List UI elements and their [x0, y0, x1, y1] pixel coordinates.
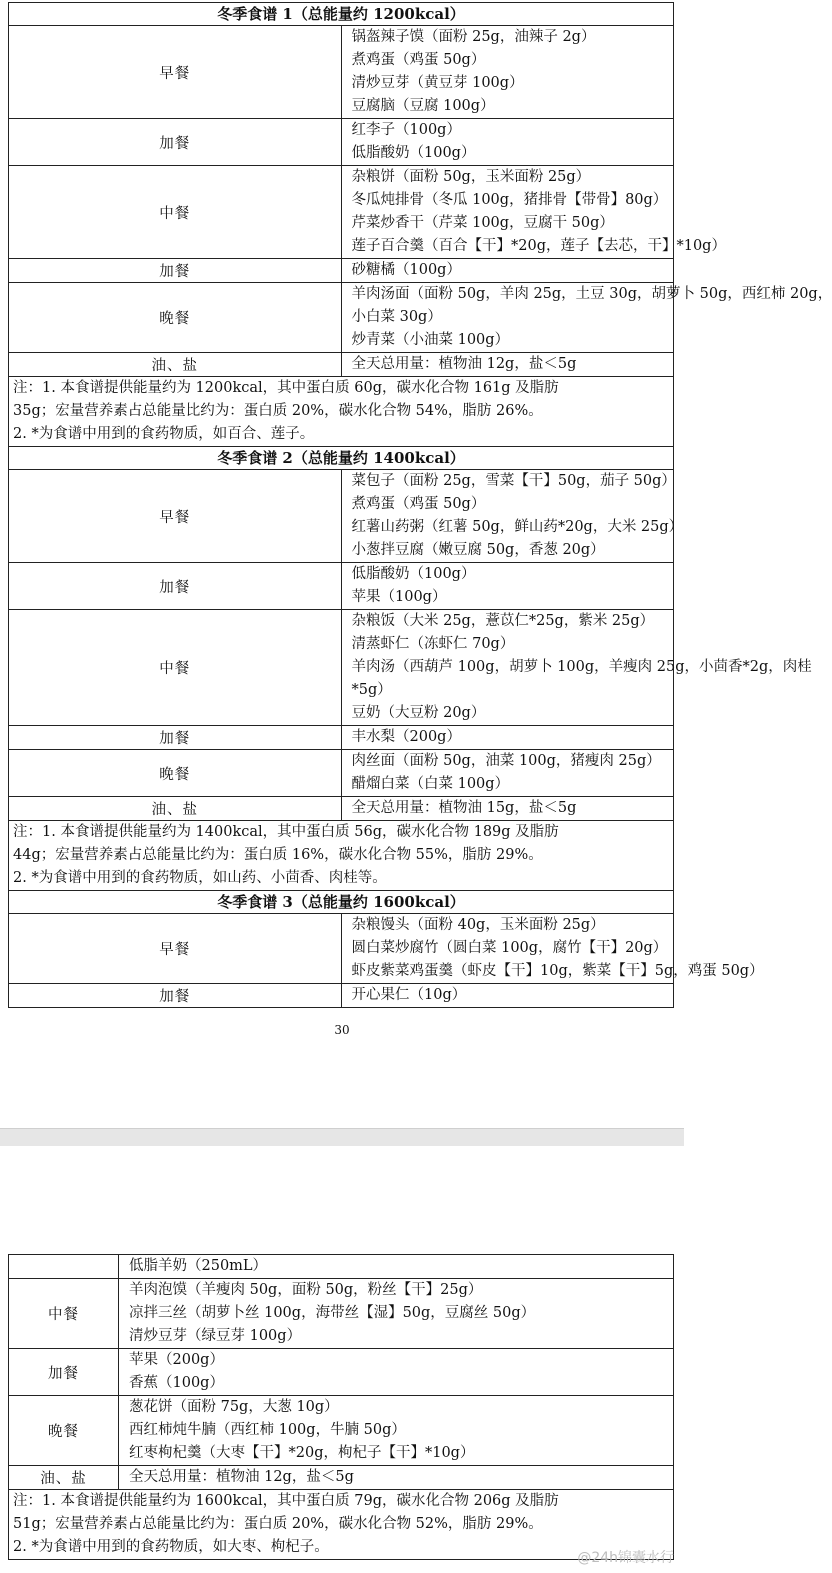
food-item: *5g） — [351, 682, 392, 698]
meal-items — [341, 610, 812, 726]
meal-label: 早餐 — [9, 470, 342, 563]
meal-row — [9, 1349, 674, 1396]
meal-items — [341, 119, 674, 166]
meal-label — [9, 1255, 119, 1279]
watermark: @24h锦囊水行 — [577, 1550, 674, 1566]
meal-items — [341, 470, 684, 563]
food-item: 莲子百合羹（百合【干】*20g，莲子【去芯，干】*10g） — [351, 238, 726, 254]
meal-items — [341, 726, 674, 750]
meal-label: 早餐 — [9, 26, 342, 119]
meal-label: 中餐 — [9, 166, 342, 259]
food-item: 苹果（100g） — [351, 589, 447, 605]
meal-label: 加餐 — [9, 984, 342, 1008]
meal-items — [341, 914, 764, 984]
note-line: 2. *为食谱中用到的食药物质，如大枣、枸杞子。 — [13, 1539, 329, 1555]
food-item: 全天总用量：植物油 15g，盐＜5g — [351, 800, 577, 816]
note-line: 注：1. 本食谱提供能量约为 1400kcal，其中蛋白质 56g，碳水化合物 189g 及脂肪 — [13, 824, 559, 840]
meal-row — [9, 914, 674, 984]
meal-label: 油、盐 — [9, 797, 342, 821]
meal-row — [9, 26, 674, 119]
meal-row — [9, 283, 674, 353]
meal-items — [119, 1349, 674, 1396]
food-item: 煮鸡蛋（鸡蛋 50g） — [351, 52, 486, 68]
section-title-row — [9, 891, 674, 914]
food-item: 西红柿炖牛腩（西红柿 100g，牛腩 50g） — [129, 1422, 406, 1438]
notes — [9, 1490, 674, 1560]
section-title: 冬季食谱 2（总能量约 1400kcal） — [9, 447, 674, 470]
food-item: 全天总用量：植物油 12g，盐＜5g — [129, 1469, 354, 1485]
food-item: 苹果（200g） — [129, 1352, 224, 1368]
meal-label: 加餐 — [9, 563, 342, 610]
meal-row — [9, 470, 674, 563]
meal-label: 油、盐 — [9, 1466, 119, 1490]
notes-row — [9, 377, 674, 447]
food-item: 低脂酸奶（100g） — [351, 566, 476, 582]
section-title-row — [9, 447, 674, 470]
food-item: 清炒豆芽（黄豆芽 100g） — [351, 75, 524, 91]
meal-row — [9, 610, 674, 726]
meal-label: 油、盐 — [9, 353, 342, 377]
food-item: 丰水梨（200g） — [351, 729, 461, 745]
note-line: 35g；宏量营养素占总能量比约为：蛋白质 20%，碳水化合物 54%，脂肪 26%。 — [13, 403, 543, 419]
note-line: 51g；宏量营养素占总能量比约为：蛋白质 20%，碳水化合物 52%，脂肪 29%。 — [13, 1516, 543, 1532]
food-item: 冬瓜炖排骨（冬瓜 100g，猪排骨【带骨】80g） — [351, 192, 668, 208]
food-item: 红薯山药粥（红薯 50g，鲜山药*20g，大米 25g） — [351, 519, 684, 535]
meal-items — [341, 283, 832, 353]
food-item: 凉拌三丝（胡萝卜丝 100g，海带丝【湿】50g，豆腐丝 50g） — [129, 1305, 536, 1321]
page-2 — [0, 1146, 684, 1573]
meal-label: 加餐 — [9, 1349, 119, 1396]
meal-items — [119, 1396, 674, 1466]
page-gap — [0, 1128, 684, 1148]
meal-items — [341, 797, 674, 821]
food-item: 低脂酸奶（100g） — [351, 145, 476, 161]
food-item: 清蒸虾仁（冻虾仁 70g） — [351, 636, 515, 652]
meal-label: 晚餐 — [9, 750, 342, 797]
food-item: 香蕉（100g） — [129, 1375, 224, 1391]
note-line: 注：1. 本食谱提供能量约为 1200kcal，其中蛋白质 60g，碳水化合物 161g 及脂肪 — [13, 380, 559, 396]
meal-items — [341, 259, 674, 283]
section-title: 冬季食谱 1（总能量约 1200kcal） — [9, 3, 674, 26]
food-item: 杂粮饼（面粉 50g，玉米面粉 25g） — [351, 169, 591, 185]
meal-row — [9, 563, 674, 610]
food-item: 小白菜 30g） — [351, 309, 442, 325]
meal-items — [119, 1466, 674, 1490]
food-item: 芹菜炒香干（芹菜 100g，豆腐干 50g） — [351, 215, 614, 231]
meal-row — [9, 1396, 674, 1466]
food-item: 砂糖橘（100g） — [351, 262, 461, 278]
meal-label: 晚餐 — [9, 1396, 119, 1466]
food-item: 锅盔辣子馍（面粉 25g，油辣子 2g） — [351, 29, 596, 45]
food-item: 醋熘白菜（白菜 100g） — [351, 776, 510, 792]
meal-items — [119, 1279, 674, 1349]
food-item: 豆奶（大豆粉 20g） — [351, 705, 486, 721]
meal-row — [9, 353, 674, 377]
food-item: 菜包子（面粉 25g，雪菜【干】50g，茄子 50g） — [351, 473, 676, 489]
note-line: 2. *为食谱中用到的食药物质，如百合、莲子。 — [13, 426, 315, 442]
meal-row — [9, 726, 674, 750]
food-item: 小葱拌豆腐（嫩豆腐 50g，香葱 20g） — [351, 542, 605, 558]
food-item: 红李子（100g） — [351, 122, 461, 138]
notes — [9, 377, 674, 447]
meal-row — [9, 1279, 674, 1349]
notes — [9, 821, 674, 891]
food-item: 葱花饼（面粉 75g，大葱 10g） — [129, 1399, 339, 1415]
page-number: 30 — [334, 1023, 350, 1037]
food-item: 低脂羊奶（250mL） — [129, 1258, 268, 1274]
meal-row — [9, 166, 674, 259]
food-item: 清炒豆芽（绿豆芽 100g） — [129, 1328, 302, 1344]
section-title: 冬季食谱 3（总能量约 1600kcal） — [9, 891, 674, 914]
meal-items — [341, 563, 674, 610]
meal-label: 晚餐 — [9, 283, 342, 353]
food-item: 煮鸡蛋（鸡蛋 50g） — [351, 496, 486, 512]
meal-row — [9, 119, 674, 166]
meal-label: 早餐 — [9, 914, 342, 984]
food-item: 羊肉汤（西葫芦 100g，胡萝卜 100g，羊瘦肉 25g，小茴香*2g，肉桂 — [351, 659, 812, 675]
food-item: 羊肉汤面（面粉 50g，羊肉 25g，土豆 30g，胡萝卜 50g，西红柿 20g， — [351, 286, 832, 302]
meal-items — [341, 353, 674, 377]
section-title-row — [9, 3, 674, 26]
menu-table — [8, 2, 832, 1008]
meal-label: 加餐 — [9, 119, 342, 166]
food-item: 肉丝面（面粉 50g，油菜 100g，猪瘦肉 25g） — [351, 753, 661, 769]
note-line: 2. *为食谱中用到的食药物质，如山药、小茴香、肉桂等。 — [13, 870, 387, 886]
meal-items — [119, 1255, 674, 1279]
notes-row — [9, 1490, 674, 1560]
food-item: 杂粮饭（大米 25g，薏苡仁*25g，紫米 25g） — [351, 613, 655, 629]
meal-row — [9, 797, 674, 821]
meal-row — [9, 1466, 674, 1490]
food-item: 杂粮馒头（面粉 40g，玉米面粉 25g） — [351, 917, 605, 933]
meal-row — [9, 750, 674, 797]
meal-row — [9, 259, 674, 283]
menu-table-continued — [8, 1254, 674, 1560]
meal-items — [341, 984, 674, 1008]
meal-items — [341, 166, 726, 259]
food-item: 豆腐脑（豆腐 100g） — [351, 98, 495, 114]
meal-label: 中餐 — [9, 1279, 119, 1349]
note-line: 注：1. 本食谱提供能量约为 1600kcal，其中蛋白质 79g，碳水化合物 206g 及脂肪 — [13, 1493, 559, 1509]
meal-items — [341, 26, 674, 119]
food-item: 炒青菜（小油菜 100g） — [351, 332, 510, 348]
food-item: 虾皮紫菜鸡蛋羹（虾皮【干】10g，紫菜【干】5g，鸡蛋 50g） — [351, 963, 764, 979]
food-item: 圆白菜炒腐竹（圆白菜 100g，腐竹【干】20g） — [351, 940, 668, 956]
meal-label: 中餐 — [9, 610, 342, 726]
food-item: 红枣枸杞羹（大枣【干】*20g，枸杞子【干】*10g） — [129, 1445, 475, 1461]
meal-row — [9, 1255, 674, 1279]
meal-label: 加餐 — [9, 259, 342, 283]
note-line: 44g；宏量营养素占总能量比约为：蛋白质 16%，碳水化合物 55%，脂肪 29%。 — [13, 847, 543, 863]
food-item: 全天总用量：植物油 12g，盐＜5g — [351, 356, 577, 372]
meal-items — [341, 750, 674, 797]
meal-label: 加餐 — [9, 726, 342, 750]
food-item: 开心果仁（10g） — [351, 987, 467, 1003]
food-item: 羊肉泡馍（羊瘦肉 50g，面粉 50g，粉丝【干】25g） — [129, 1282, 483, 1298]
notes-row — [9, 821, 674, 891]
meal-row — [9, 984, 674, 1008]
